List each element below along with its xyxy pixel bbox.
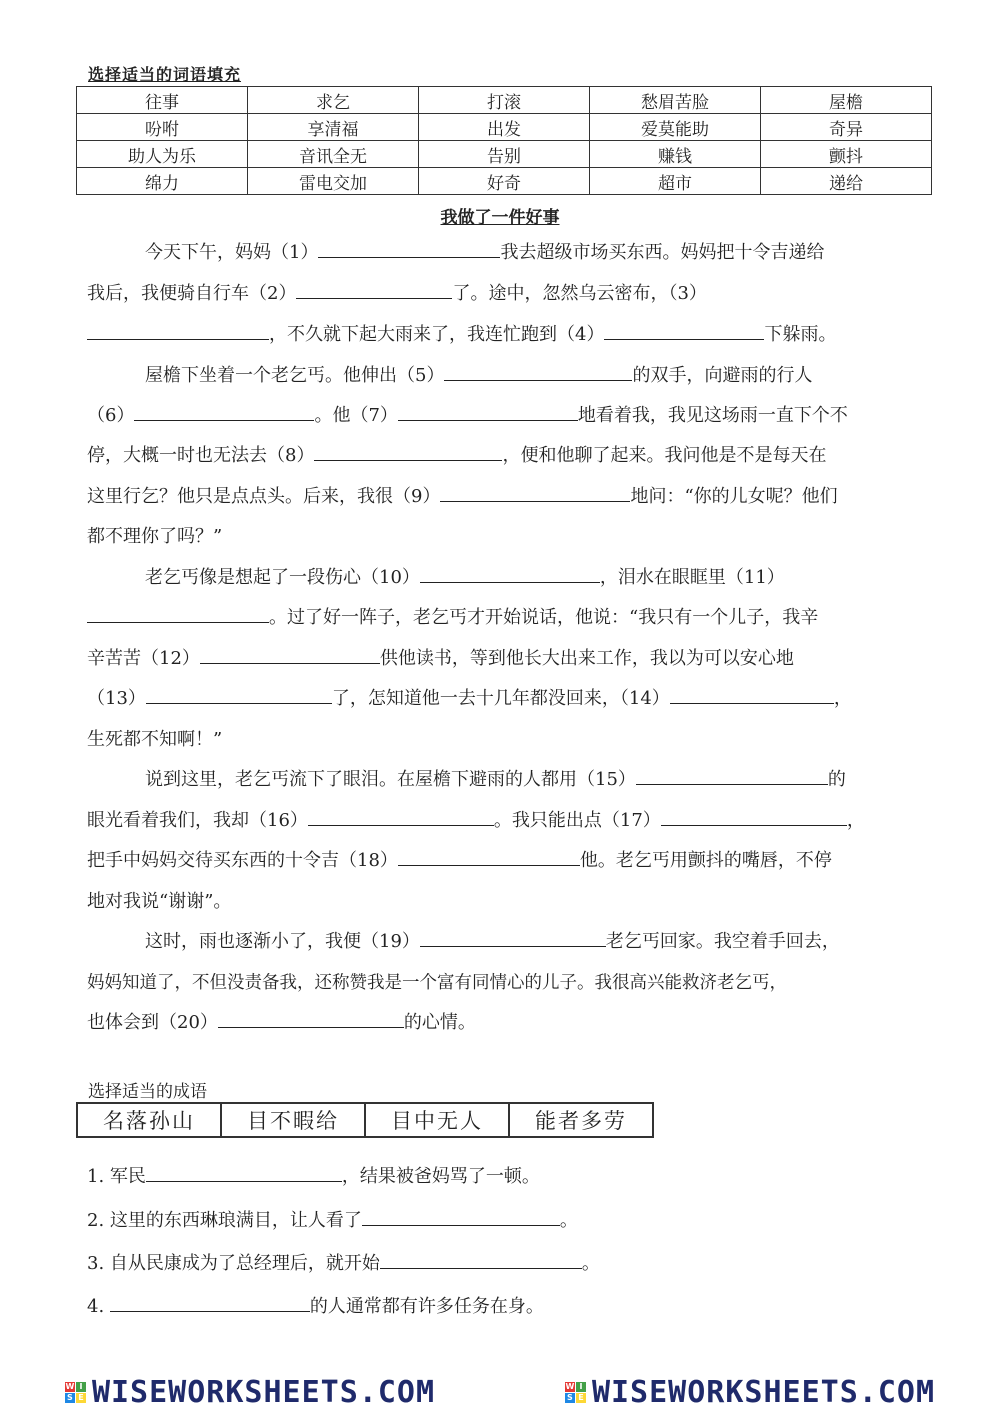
question-2: 2. 这里的东西琳琅满目，让人看了 。 <box>87 1206 578 1236</box>
logo-letter: S <box>565 1393 575 1403</box>
blank-11[interactable] <box>87 604 269 623</box>
question-3: 3. 自从民康成为了总经理后，就开始 。 <box>87 1249 600 1279</box>
blank-4[interactable] <box>604 321 764 340</box>
word-cell: 享清福 <box>248 114 419 141</box>
word-cell: 愁眉苦脸 <box>590 87 761 114</box>
word-cell: 出发 <box>419 114 590 141</box>
idiom-cell: 目中无人 <box>365 1103 509 1137</box>
table-row <box>77 1103 653 1137</box>
logo-letter: W <box>65 1381 75 1391</box>
footer-watermark <box>0 1374 1000 1410</box>
blank-20[interactable] <box>218 1009 404 1028</box>
word-cell: 往事 <box>77 87 248 114</box>
logo-letter: W <box>565 1381 575 1391</box>
story-line: 都不理你了吗？” <box>87 526 223 547</box>
logo-letter: S <box>65 1393 75 1403</box>
blank-7[interactable] <box>398 402 578 421</box>
story-line: 妈妈知道了，不但没责备我，还称赞我是一个富有同情心的儿子。我很高兴能救济老乞丐， <box>87 973 787 993</box>
story-line: 。过了好一阵子，老乞丐才开始说话，他说：“我只有一个儿子，我辛 <box>87 603 917 633</box>
blank-15[interactable] <box>636 766 828 785</box>
idiom-cell: 能者多劳 <box>509 1103 653 1137</box>
story-line: ，不久就下起大雨来了，我连忙跑到（4） 下躲雨。 <box>87 320 917 350</box>
blank-12[interactable] <box>200 645 380 664</box>
word-cell: 绵力 <box>77 168 248 195</box>
logo-letter: I <box>76 1382 86 1392</box>
story-line: （13） 了，怎知道他一去十几年都没回来，（14） ， <box>87 684 917 714</box>
brand-name: WISEWORKSHEETS.COM <box>91 1374 436 1410</box>
story-line: 生死都不知啊！” <box>87 729 223 750</box>
story-title: 我做了一件好事 <box>440 208 560 228</box>
word-cell: 好奇 <box>419 168 590 195</box>
word-cell: 奇异 <box>761 114 932 141</box>
brand-name: WISEWORKSHEETS.COM <box>591 1374 936 1410</box>
logo-letter: I <box>576 1382 586 1392</box>
blank-2[interactable] <box>296 280 452 299</box>
table-row <box>77 114 932 141</box>
story-line: 地对我说“谢谢”。 <box>87 891 232 912</box>
story-line: （6） 。他（7） 地看着我，我见这场雨一直下个不 <box>87 401 917 431</box>
word-cell: 告别 <box>419 141 590 168</box>
story-line: 这时，雨也逐渐小了，我便（19） 老乞丐回家。我空着手回去， <box>87 927 975 957</box>
word-cell: 打滚 <box>419 87 590 114</box>
answer-blank-4[interactable] <box>110 1293 310 1312</box>
blank-6[interactable] <box>134 402 314 421</box>
idiom-bank-table <box>76 1102 654 1138</box>
story-line: 眼光看着我们，我却（16） 。我只能出点（17） ， <box>87 806 917 836</box>
story-line: 也体会到（20） 的心情。 <box>87 1008 917 1038</box>
story-line: 辛苦苦（12） 供他读书，等到他长大出来工作，我以为可以安心地 <box>87 644 917 674</box>
blank-1[interactable] <box>318 239 500 258</box>
logo-grid-icon <box>565 1382 586 1403</box>
blank-3[interactable] <box>87 321 269 340</box>
answer-blank-2[interactable] <box>362 1207 560 1226</box>
word-cell: 赚钱 <box>590 141 761 168</box>
blank-10[interactable] <box>420 564 600 583</box>
word-cell: 爱莫能助 <box>590 114 761 141</box>
answer-blank-1[interactable] <box>146 1163 342 1182</box>
word-cell: 助人为乐 <box>77 141 248 168</box>
word-cell: 屋檐 <box>761 87 932 114</box>
story-line: 屋檐下坐着一个老乞丐。他伸出（5） 的双手，向避雨的行人 <box>87 361 975 391</box>
section-title-idioms: 选择适当的成语 <box>88 1082 207 1102</box>
blank-13[interactable] <box>146 685 332 704</box>
table-row <box>77 168 932 195</box>
blank-19[interactable] <box>420 928 606 947</box>
story-line: 今天下午，妈妈（1） 我去超级市场买东西。妈妈把十令吉递给 <box>87 238 975 268</box>
word-cell: 音讯全无 <box>248 141 419 168</box>
blank-18[interactable] <box>398 847 580 866</box>
table-row <box>77 87 932 114</box>
table-row <box>77 141 932 168</box>
blank-16[interactable] <box>308 807 494 826</box>
story-line: 我后，我便骑自行车（2） 了。途中，忽然乌云密布，（3） <box>87 279 917 309</box>
story-line: 老乞丐像是想起了一段伤心（10） ，泪水在眼眶里（11） <box>87 563 975 593</box>
section-title-word-fill: 选择适当的词语填充 <box>88 65 242 84</box>
word-cell: 超市 <box>590 168 761 195</box>
blank-5[interactable] <box>444 362 632 381</box>
logo-grid-icon <box>65 1382 86 1403</box>
logo-letter: E <box>576 1393 586 1403</box>
brand-logo <box>565 1375 935 1410</box>
word-cell: 求乞 <box>248 87 419 114</box>
answer-blank-3[interactable] <box>380 1250 582 1269</box>
story-line: 停，大概一时也无法去（8） ，便和他聊了起来。我问他是不是每天在 <box>87 441 917 471</box>
word-cell: 递给 <box>761 168 932 195</box>
word-cell: 颤抖 <box>761 141 932 168</box>
idiom-cell: 名落孙山 <box>77 1103 221 1137</box>
word-bank-table <box>76 86 932 195</box>
blank-8[interactable] <box>314 442 502 461</box>
word-cell: 雷电交加 <box>248 168 419 195</box>
story-line: 说到这里，老乞丐流下了眼泪。在屋檐下避雨的人都用（15） 的 <box>87 765 975 795</box>
story-line: 这里行乞？他只是点点头。后来，我很（9） 地问：“你的儿女呢？他们 <box>87 482 917 512</box>
word-cell: 吩咐 <box>77 114 248 141</box>
logo-letter: E <box>76 1393 86 1403</box>
story-line: 把手中妈妈交待买东西的十令吉（18） 他。老乞丐用颤抖的嘴唇，不停 <box>87 846 917 876</box>
blank-9[interactable] <box>440 483 630 502</box>
blank-14[interactable] <box>670 685 834 704</box>
blank-17[interactable] <box>661 807 847 826</box>
brand-logo <box>65 1375 435 1410</box>
idiom-cell: 目不暇给 <box>221 1103 365 1137</box>
question-4: 4. 的人通常都有许多任务在身。 <box>87 1292 544 1322</box>
question-1: 1. 军民 ，结果被爸妈骂了一顿。 <box>87 1162 540 1192</box>
